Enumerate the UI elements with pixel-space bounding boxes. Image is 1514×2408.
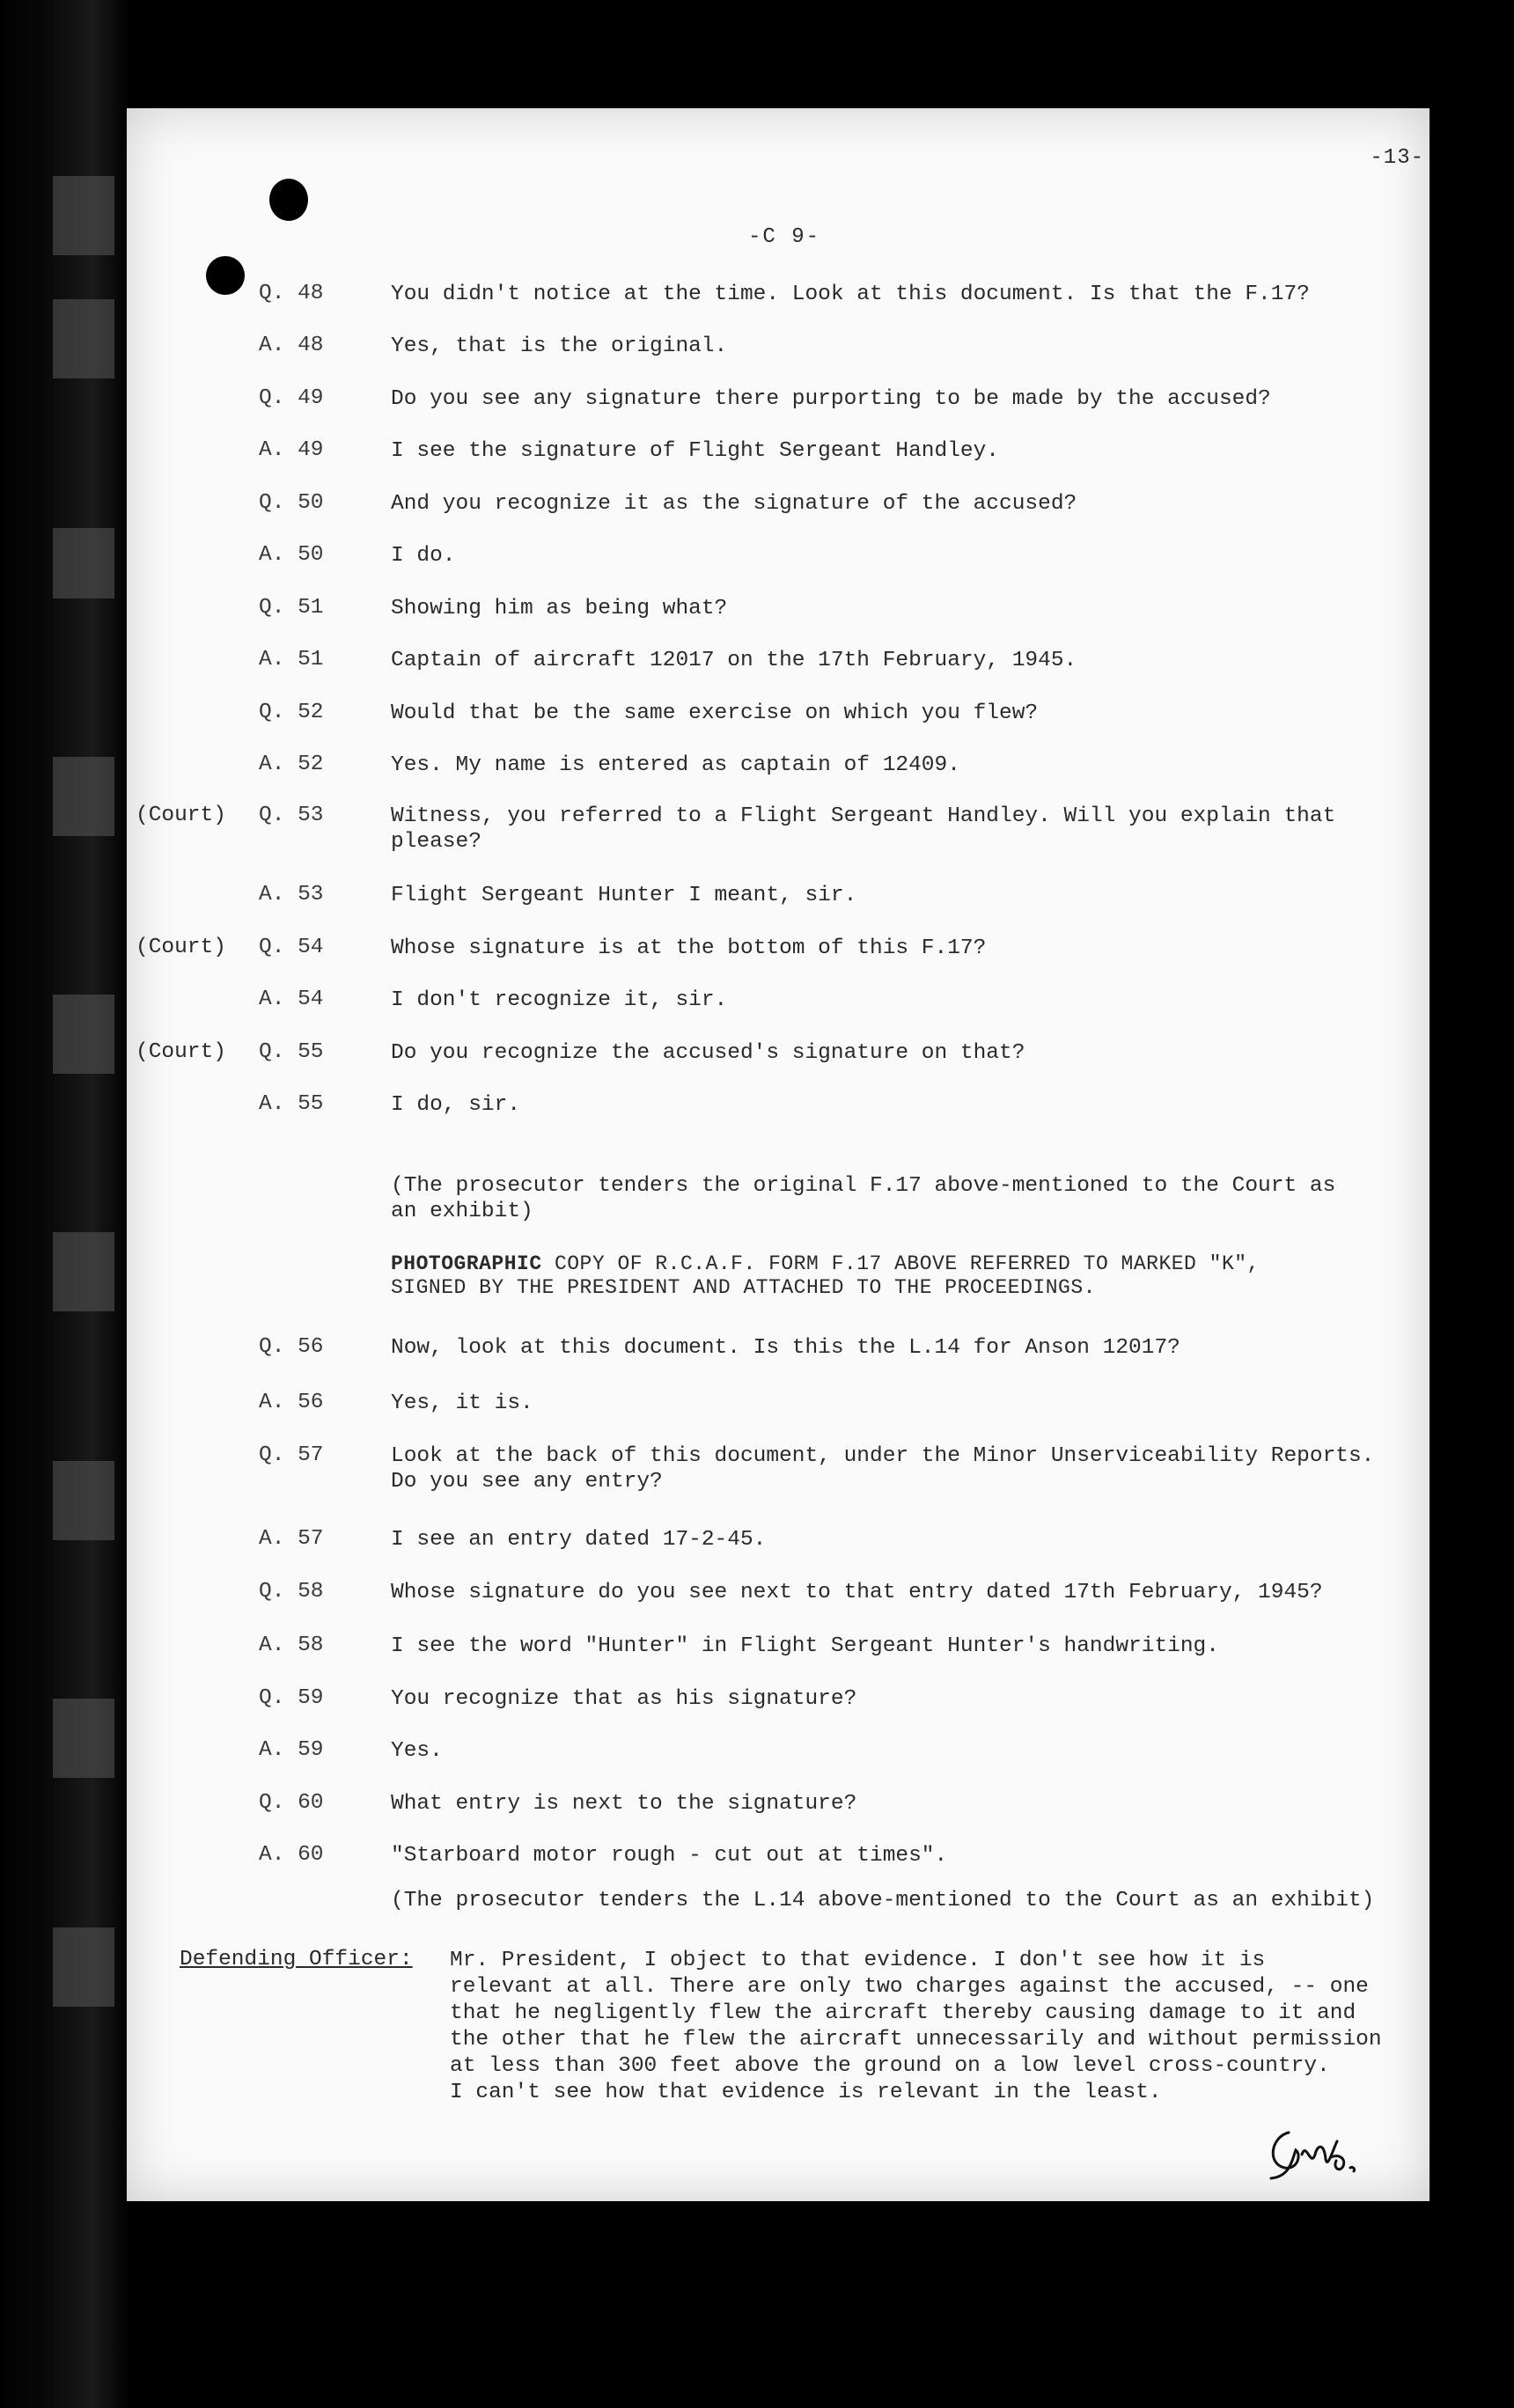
- entry-text: Look at the back of this document, under the Minor Unserviceability Reports. Do you see any entry?: [391, 1444, 1375, 1494]
- entry-text: "Starboard motor rough - cut out at times".: [391, 1844, 948, 1868]
- entry-number: A. 56: [259, 1391, 324, 1414]
- entry-text: Showing him as being what?: [391, 597, 728, 620]
- entry-text: And you recognize it as the signature of the accused?: [391, 492, 1077, 516]
- entry-text: I don't recognize it, sir.: [391, 988, 728, 1012]
- court-marker: (Court): [136, 936, 226, 959]
- photographic-copy-note: [391, 1252, 1412, 1300]
- entry-number: A. 59: [259, 1738, 324, 1762]
- entry-text: I see an entry dated 17-2-45.: [391, 1528, 767, 1552]
- entry-text: You didn't notice at the time. Look at this document. Is that the F.17?: [391, 283, 1310, 306]
- entry-number: Q. 59: [259, 1686, 324, 1710]
- entry-number: Q. 58: [259, 1580, 324, 1604]
- entry-number: A. 50: [259, 543, 324, 567]
- entry-text: Witness, you referred to a Flight Sergeant Handley. Will you explain that please?: [391, 804, 1336, 854]
- entry-number: Q. 53: [259, 804, 324, 827]
- entry-text: Flight Sergeant Hunter I meant, sir.: [391, 884, 857, 907]
- entry-number: A. 53: [259, 883, 324, 907]
- entry-text: Now, look at this document. Is this the L.14 for Anson 12017?: [391, 1336, 1180, 1360]
- entry-number: Q. 50: [259, 491, 324, 515]
- photographic-note-text: COPY OF R.C.A.F. FORM F.17 ABOVE REFERRED TO MARKED "K", SIGNED BY THE PRESIDENT AND ATTACHED TO THE PROCEEDINGS.: [391, 1252, 1260, 1299]
- entry-number: Q. 56: [259, 1335, 324, 1359]
- entry-number: A. 55: [259, 1092, 324, 1116]
- entry-number: A. 60: [259, 1843, 324, 1867]
- entry-text: I do.: [391, 544, 456, 568]
- entry-number: Q. 57: [259, 1443, 324, 1467]
- entry-number: Q. 60: [259, 1791, 324, 1815]
- entry-number: Q. 55: [259, 1040, 324, 1064]
- entry-text: Whose signature do you see next to that entry dated 17th February, 1945?: [391, 1581, 1323, 1604]
- page-number: -13-: [1370, 146, 1424, 170]
- entry-text: What entry is next to the signature?: [391, 1792, 857, 1816]
- punch-hole: [269, 179, 308, 221]
- film-sprocket: [53, 1461, 114, 1540]
- entry-number: Q. 52: [259, 701, 324, 724]
- film-sprocket: [53, 1232, 114, 1311]
- entry-number: Q. 54: [259, 936, 324, 959]
- entry-text: Yes.: [391, 1739, 443, 1763]
- film-sprocket: [53, 528, 114, 598]
- entry-text: Whose signature is at the bottom of this F.17?: [391, 936, 987, 960]
- entry-text: I see the word "Hunter" in Flight Sergeant Hunter's handwriting.: [391, 1634, 1219, 1658]
- handwritten-initials-signature: [1262, 2115, 1368, 2185]
- entry-number: Q. 51: [259, 596, 324, 620]
- film-sprocket: [53, 757, 114, 836]
- entry-text: Would that be the same exercise on which you flew?: [391, 701, 1039, 725]
- film-sprocket: [53, 299, 114, 378]
- entry-number: A. 54: [259, 987, 324, 1011]
- court-marker: (Court): [136, 804, 226, 827]
- entry-text: Do you recognize the accused's signature on that?: [391, 1041, 1025, 1065]
- film-sprocket: [53, 176, 114, 255]
- entry-text: Yes. My name is entered as captain of 12409.: [391, 753, 960, 777]
- prosecutor-note: (The prosecutor tenders the original F.17 above-mentioned to the Court as an exhibit): [391, 1174, 1336, 1223]
- punch-hole: [206, 256, 245, 295]
- entry-text: Do you see any signature there purporting to be made by the accused?: [391, 387, 1271, 411]
- entry-text: Yes, that is the original.: [391, 334, 728, 358]
- photographic-label: PHOTOGRAPHIC: [391, 1252, 542, 1275]
- film-edge: [0, 0, 130, 2408]
- film-sprocket: [53, 1927, 114, 2007]
- entry-number: A. 48: [259, 334, 324, 357]
- defending-officer-statement: Mr. President, I object to that evidence. I don't see how it is relevant at all. There are only two charges against the accused, -- one that he negligently flew the aircraft thereby causing damage to it and the other that he flew the aircraft unnecessarily and without permission at less than 300 feet above the ground on a low level cross-country. I can't see how that evidence is relevant in the least.: [450, 1949, 1382, 2104]
- entry-text: I see the signature of Flight Sergeant Handley.: [391, 439, 1000, 463]
- entry-text: You recognize that as his signature?: [391, 1687, 857, 1711]
- entry-text: Captain of aircraft 12017 on the 17th February, 1945.: [391, 649, 1077, 672]
- film-sprocket: [53, 995, 114, 1074]
- section-header: -C 9-: [748, 225, 821, 249]
- entry-number: A. 51: [259, 648, 324, 672]
- entry-number: A. 58: [259, 1633, 324, 1657]
- court-marker: (Court): [136, 1040, 226, 1064]
- defending-officer-label: Defending Officer:: [180, 1948, 413, 1971]
- entry-number: Q. 49: [259, 386, 324, 410]
- entry-number: A. 57: [259, 1527, 324, 1551]
- document-page: [127, 108, 1429, 2201]
- entry-number: A. 49: [259, 438, 324, 462]
- prosecutor-note: (The prosecutor tenders the L.14 above-mentioned to the Court as an exhibit): [391, 1889, 1375, 1912]
- film-sprocket: [53, 1699, 114, 1778]
- entry-text: Yes, it is.: [391, 1391, 533, 1415]
- entry-text: I do, sir.: [391, 1093, 521, 1117]
- entry-number: Q. 48: [259, 282, 324, 305]
- entry-number: A. 52: [259, 752, 324, 776]
